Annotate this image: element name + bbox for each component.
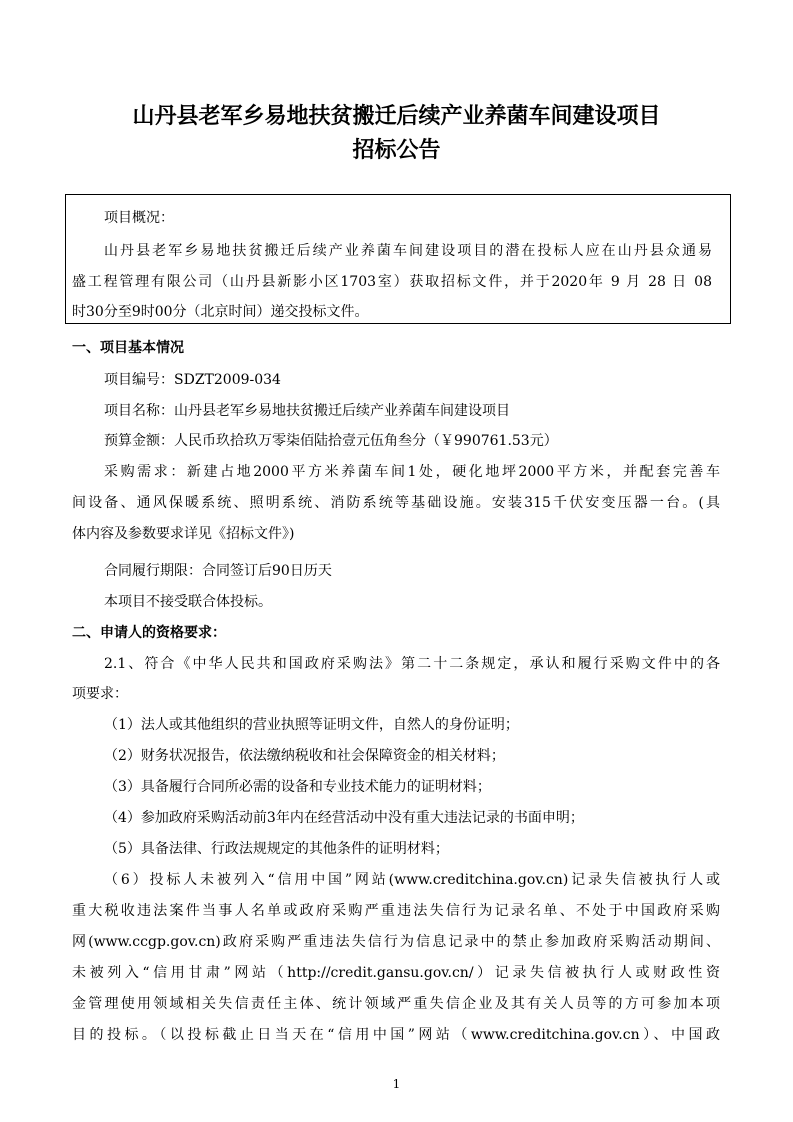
page-number: 1 xyxy=(392,1077,401,1091)
condition-1: （1）法人或其他组织的营业执照等证明文件，自然人的身份证明； xyxy=(104,717,519,733)
contract-period: 合同履行期限：合同签订后90日历天 xyxy=(104,563,332,579)
condition-6-line4: 未被列入“信用甘肃”网站（http://credit.gansu.gov.cn/）记录失信被执行人或财政性资 xyxy=(72,965,720,981)
project-number: 项目编号：SDZT2009-034 xyxy=(104,372,281,388)
overview-text-line1: 山丹县老军乡易地扶贫搬迁后续产业养菌车间建设项目的潜在投标人应在山丹县众通易 xyxy=(104,243,712,259)
procurement-demand-line1: 采购需求：新建占地2000平方米养菌车间1处，硬化地坪2000平方米，并配套完善车 xyxy=(104,464,720,480)
procurement-demand-line2: 间设备、通风保暖系统、照明系统、消防系统等基础设施。安装315千伏安变压器一台。(具 xyxy=(72,495,720,511)
no-consortium-note: 本项目不接受联合体投标。 xyxy=(104,594,272,610)
procurement-demand-line3: 体内容及参数要求详见《招标文件》) xyxy=(72,526,295,542)
condition-6-line2: 重大税收违法案件当事人名单或政府采购严重违法失信行为记录名单、不处于中国政府采购 xyxy=(72,903,720,919)
overview-text-line2: 盛工程管理有限公司（山丹县新影小区1703室）获取招标文件，并于2020年 9 月 28 日 08 xyxy=(72,274,712,290)
condition-6-line3: 网(www.ccgp.gov.cn)政府采购严重违法失信行为信息记录中的禁止参加政府采购活动期间、 xyxy=(72,934,720,950)
condition-6-line6: 目的投标。（以投标截止日当天在“信用中国”网站（www.creditchina.gov.cn）、中国政 xyxy=(72,1027,720,1043)
section2-heading: 二、申请人的资格要求： xyxy=(72,625,226,641)
item-2-1-line2: 项要求： xyxy=(72,686,128,702)
condition-2: （2）财务状况报告，依法缴纳税收和社会保障资金的相关材料； xyxy=(104,748,505,764)
budget-amount: 预算金额：人民币玖拾玖万零柒佰陆拾壹元伍角叁分（￥990761.53元） xyxy=(104,433,558,449)
section1-heading: 一、项目基本情况 xyxy=(72,340,184,356)
item-2-1-line1: 2.1、符合《中华人民共和国政府采购法》第二十二条规定，承认和履行采购文件中的各 xyxy=(104,656,720,672)
document-title-line1: 山丹县老军乡易地扶贫搬迁后续产业养菌车间建设项目 xyxy=(132,104,661,129)
condition-6-line1: （6）投标人未被列入“信用中国”网站(www.creditchina.gov.cn)记录失信被执行人或 xyxy=(104,872,720,888)
condition-4: （4）参加政府采购活动前3年内在经营活动中没有重大违法记录的书面申明； xyxy=(104,810,584,826)
condition-5: （5）具备法律、行政法规规定的其他条件的证明材料； xyxy=(104,841,449,857)
overview-text-line3: 时30分至9时00分（北京时间）递交投标文件。 xyxy=(72,304,369,320)
project-name: 项目名称：山丹县老军乡易地扶贫搬迁后续产业养菌车间建设项目 xyxy=(104,403,510,419)
condition-3: （3）具备履行合同所必需的设备和专业技术能力的证明材料； xyxy=(104,779,491,795)
document-title-line2: 招标公告 xyxy=(352,138,441,163)
overview-heading: 项目概况： xyxy=(104,210,174,226)
condition-6-line5: 金管理使用领域相关失信责任主体、统计领域严重失信企业及其有关人员等的方可参加本项 xyxy=(72,996,720,1012)
